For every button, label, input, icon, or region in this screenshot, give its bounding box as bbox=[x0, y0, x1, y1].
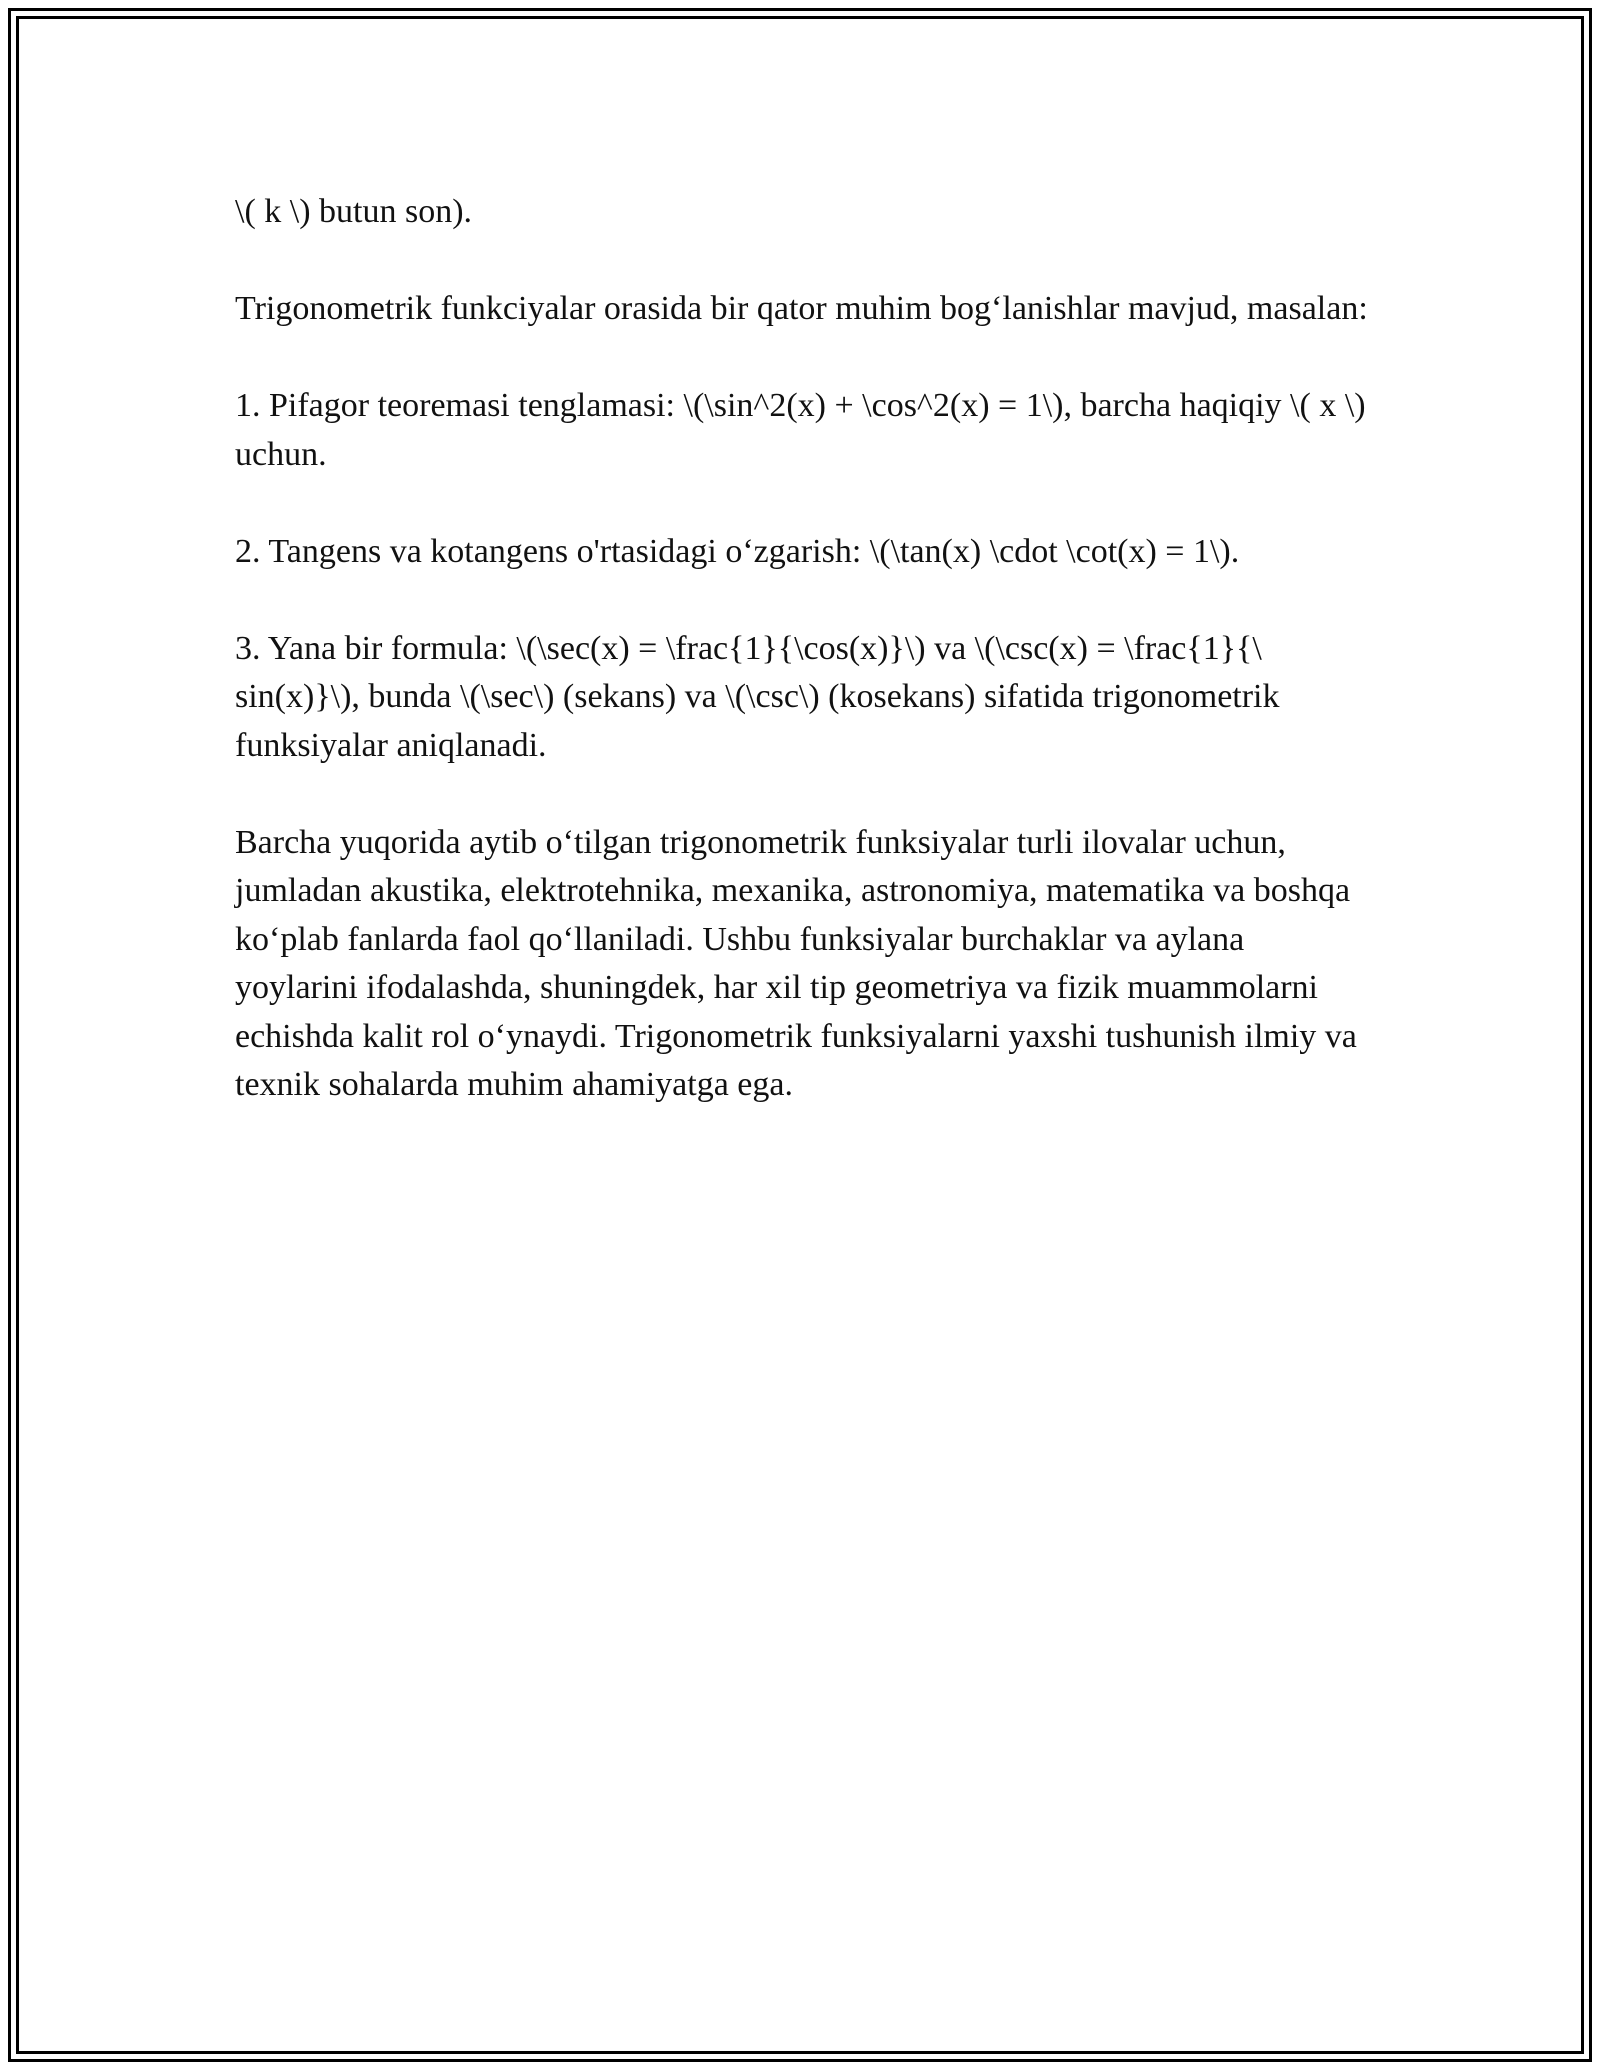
paragraph-intro: Trigonometrik funkciyalar orasida bir qator muhim bog‘lanishlar mavjud, masalan: bbox=[235, 290, 1368, 327]
list-item-pythagorean-identity: 1. Pifagor teoremasi tenglamasi: \(\sin^2(x) + \cos^2(x) = 1\), barcha haqiqiy \( x \) uchun. bbox=[235, 387, 1366, 473]
list-item-sec-csc-formula: 3. Yana bir formula: \(\sec(x) = \frac{1}{\cos(x)}\) va \(\csc(x) = \frac{1}{\ sin(x)}\), bunda \(\sec\) (sekans) va \(\csc\) (kosekans) sifatida trigonometrik funksiyalar aniqlanadi. bbox=[235, 629, 1280, 764]
document-body bbox=[235, 188, 1375, 1110]
paragraph-conclusion: Barcha yuqorida aytib o‘tilgan trigonometrik funksiyalar turli ilovalar uchun, jumladan akustika, elektrotehnika, mexanika, astronomiya, matematika va boshqa ko‘plab fanlarda faol qo‘llaniladi. Ushbu funksiyalar burchaklar va aylana yoylarini ifodalashda, shuningdek, har xil tip geometriya va fizik muammolarni echishda kalit rol o‘ynaydi. Trigonometrik funksiyalarni yaxshi tushunish ilmiy va texnik sohalarda muhim ahamiyatga ega. bbox=[235, 823, 1357, 1103]
list-item-tan-cot-identity: 2. Tangens va kotangens o'rtasidagi o‘zgarish: \(\tan(x) \cdot \cot(x) = 1\). bbox=[235, 532, 1240, 570]
paragraph-continuation: \( k \) butun son). bbox=[235, 193, 473, 230]
